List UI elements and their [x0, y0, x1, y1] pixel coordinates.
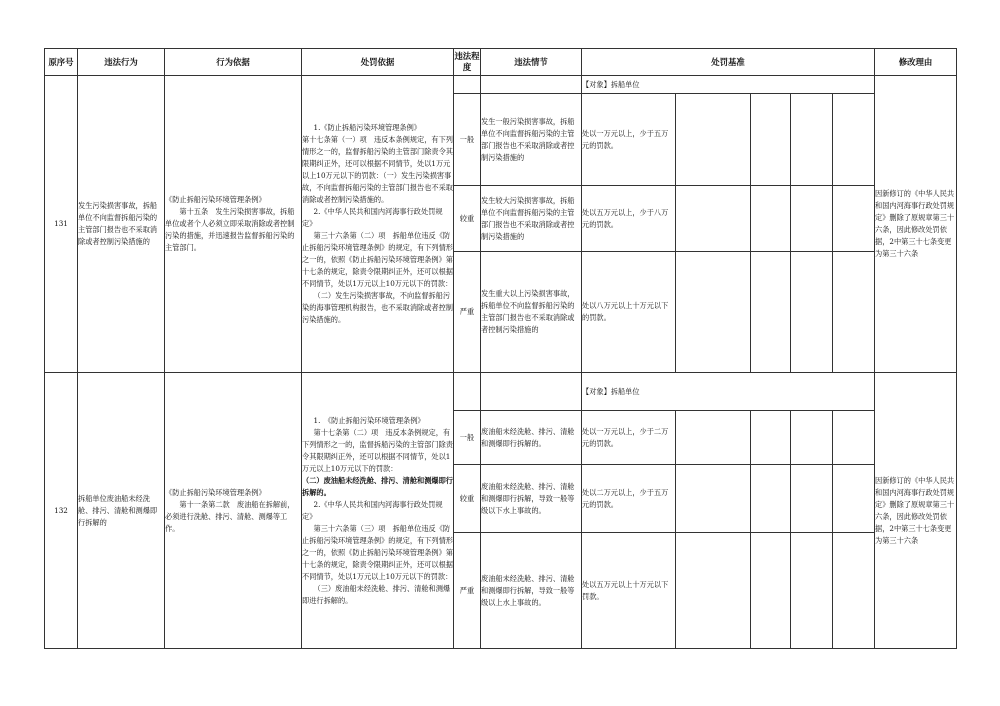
- modification-reason: 因新修订的《中华人民共和国内河海事行政处罚规定》删除了原规章第三十六条，因此修改处罚依据，2中第三十七条变更为第三十六条: [875, 76, 957, 373]
- benchmark: 处以二万元以上，少于五万元的罚款。: [582, 465, 676, 533]
- penalty-basis-line: （三）废油船未经洗舱、排污、清舱和测爆即进行拆解的。: [302, 583, 451, 605]
- degree-label: 较重: [454, 186, 481, 252]
- penalty-basis-line: （二）发生污染损害事故，不向监督拆船污染的海事管理机构报告，也不采取消除或者控制污染措施的。: [302, 291, 453, 324]
- penalty-object: 【对象】拆船单位: [582, 373, 875, 411]
- table-row: [45, 373, 957, 411]
- header-benchmark: 处罚基准: [582, 49, 875, 76]
- penalty-basis-line: 第三十六条第（二）项 拆船单位违反《防止拆船污染环境管理条例》的规定，有下列情形之一的，依照《防止拆船污染环境管理条例》第十七条的规定，除责令限期纠正外，还可以根据不同情节，处以1万元以上10万元以下的罚款：: [302, 231, 453, 288]
- header-circumstance: 违法情节: [481, 49, 582, 76]
- benchmark: 处以八万元以上十万元以下的罚款。: [582, 252, 676, 373]
- benchmark: 处以五万元以上十万元以下罚款。: [582, 533, 676, 649]
- penalty-basis: [302, 76, 454, 373]
- header-no: 原序号: [45, 49, 78, 76]
- circumstance: 废油船未经洗舱、排污、清舱和测爆即行拆解，导致一般等级以上水上事故的。: [481, 533, 582, 649]
- benchmark: 处以一万元以上，少于五万元的罚款。: [582, 94, 676, 186]
- penalty-basis-line: 1. 《防止拆船污染环境管理条例》: [313, 415, 425, 425]
- penalty-basis-line: 2.《中华人民共和国内河海事行政处罚规定》: [302, 207, 443, 228]
- modification-reason: 因新修订的《中华人民共和国内河海事行政处罚规定》删除了原规章第三十六条，因此修改处罚依据，2中第三十七条变更为第三十六条: [875, 373, 957, 649]
- circumstance: 发生较大污染损害事故，拆船单位不向监督拆船污染的主管部门报告也不采取消除或者控制污染措施的: [481, 186, 582, 252]
- circumstance: 发生一般污染损害事故，拆船单位不向监督拆船污染的主管部门报告也不采取消除或者控制污染措施的: [481, 94, 582, 186]
- penalty-basis-line: 第十七条第（一）项 违反本条例规定，有下列情形之一的，监督拆船污染的主管部门除责令其限期纠正外，还可以根据不同情节，处以1万元以上10万元以下的罚款：（一）发生污染损害事故，不向监督拆船污染的主管部门报告也不采取消除或者控制污染措施的。: [302, 135, 453, 204]
- penalty-basis-line: 第十七条第（二）项 违反本条例规定，有下列情形之一的，监督拆船污染的主管部门除责令其限期纠正外，还可以根据不同情节，处以1万元以上10万元以下的罚款：: [302, 427, 453, 473]
- benchmark: 处以五万元以上，少于八万元的罚款。: [582, 186, 676, 252]
- row-number: 132: [45, 373, 78, 649]
- degree-label: 严重: [454, 533, 481, 649]
- degree-label: 严重: [454, 252, 481, 373]
- degree-label: 较重: [454, 465, 481, 533]
- degree-label: 一般: [454, 94, 481, 186]
- circumstance: 发生重大以上污染损害事故，拆船单位不向监督拆船污染的主管部门报告也不采取消除或者控制污染措施的: [481, 252, 582, 373]
- penalty-basis-line: 2.《中华人民共和国内河海事行政处罚规定》: [302, 499, 443, 521]
- header-degree: 违法程度: [454, 49, 481, 76]
- benchmark: 处以一万元以上，少于二万元的罚款。: [582, 411, 676, 465]
- penalty-basis: [302, 373, 454, 649]
- legal-basis: 《防止拆船污染环境管理条例》 第十五条 发生污染损害事故，拆船单位或者个人必须立即采取消除或者控制污染的措施，并迅速报告监督拆船污染的主管部门。: [165, 76, 302, 373]
- penalty-object: 【对象】拆船单位: [582, 76, 875, 94]
- violation-behavior: 发生污染损害事故，拆船单位不向监督拆船污染的主管部门报告也不采取消除或者控制污染措施的: [78, 76, 165, 373]
- header-row: [45, 49, 957, 76]
- penalty-basis-line: （二）废油船未经洗舱、排污、清舱和测爆即行拆解的。: [302, 475, 453, 497]
- table-row: [45, 76, 957, 94]
- header-behavior: 违法行为: [78, 49, 165, 76]
- penalty-basis-line: 第三十六条第（三）项 拆船单位违反《防止拆船污染环境管理条例》的规定，有下列情形之一的，依照《防止拆船污染环境管理条例》第十七条的规定，除责令限期纠正外，还可以根据不同情节，处以1万元以上10万元以下的罚款：: [302, 523, 453, 581]
- degree-label: 一般: [454, 411, 481, 465]
- circumstance: 废油船未经洗舱、排污、清舱和测爆即行拆解的。: [481, 411, 582, 465]
- header-legal-basis: 行为依据: [165, 49, 302, 76]
- circumstance: 废油船未经洗舱、排污、清舱和测爆即行拆解，导致一般等级以下水上事故的。: [481, 465, 582, 533]
- violation-behavior: 拆船单位废油船未经洗舱、排污、清舱和测爆即行拆解的: [78, 373, 165, 649]
- header-penalty-basis: 处罚依据: [302, 49, 454, 76]
- penalty-table: [44, 48, 957, 649]
- legal-basis: 《防止拆船污染环境管理条例》 第十一条第二款 废油船在拆解前，必须进行洗舱、排污、清舱、测爆等工作。: [165, 373, 302, 649]
- header-reason: 修改理由: [875, 49, 957, 76]
- penalty-basis-line: 1.《防止拆船污染环境管理条例》: [313, 123, 421, 132]
- row-number: 131: [45, 76, 78, 373]
